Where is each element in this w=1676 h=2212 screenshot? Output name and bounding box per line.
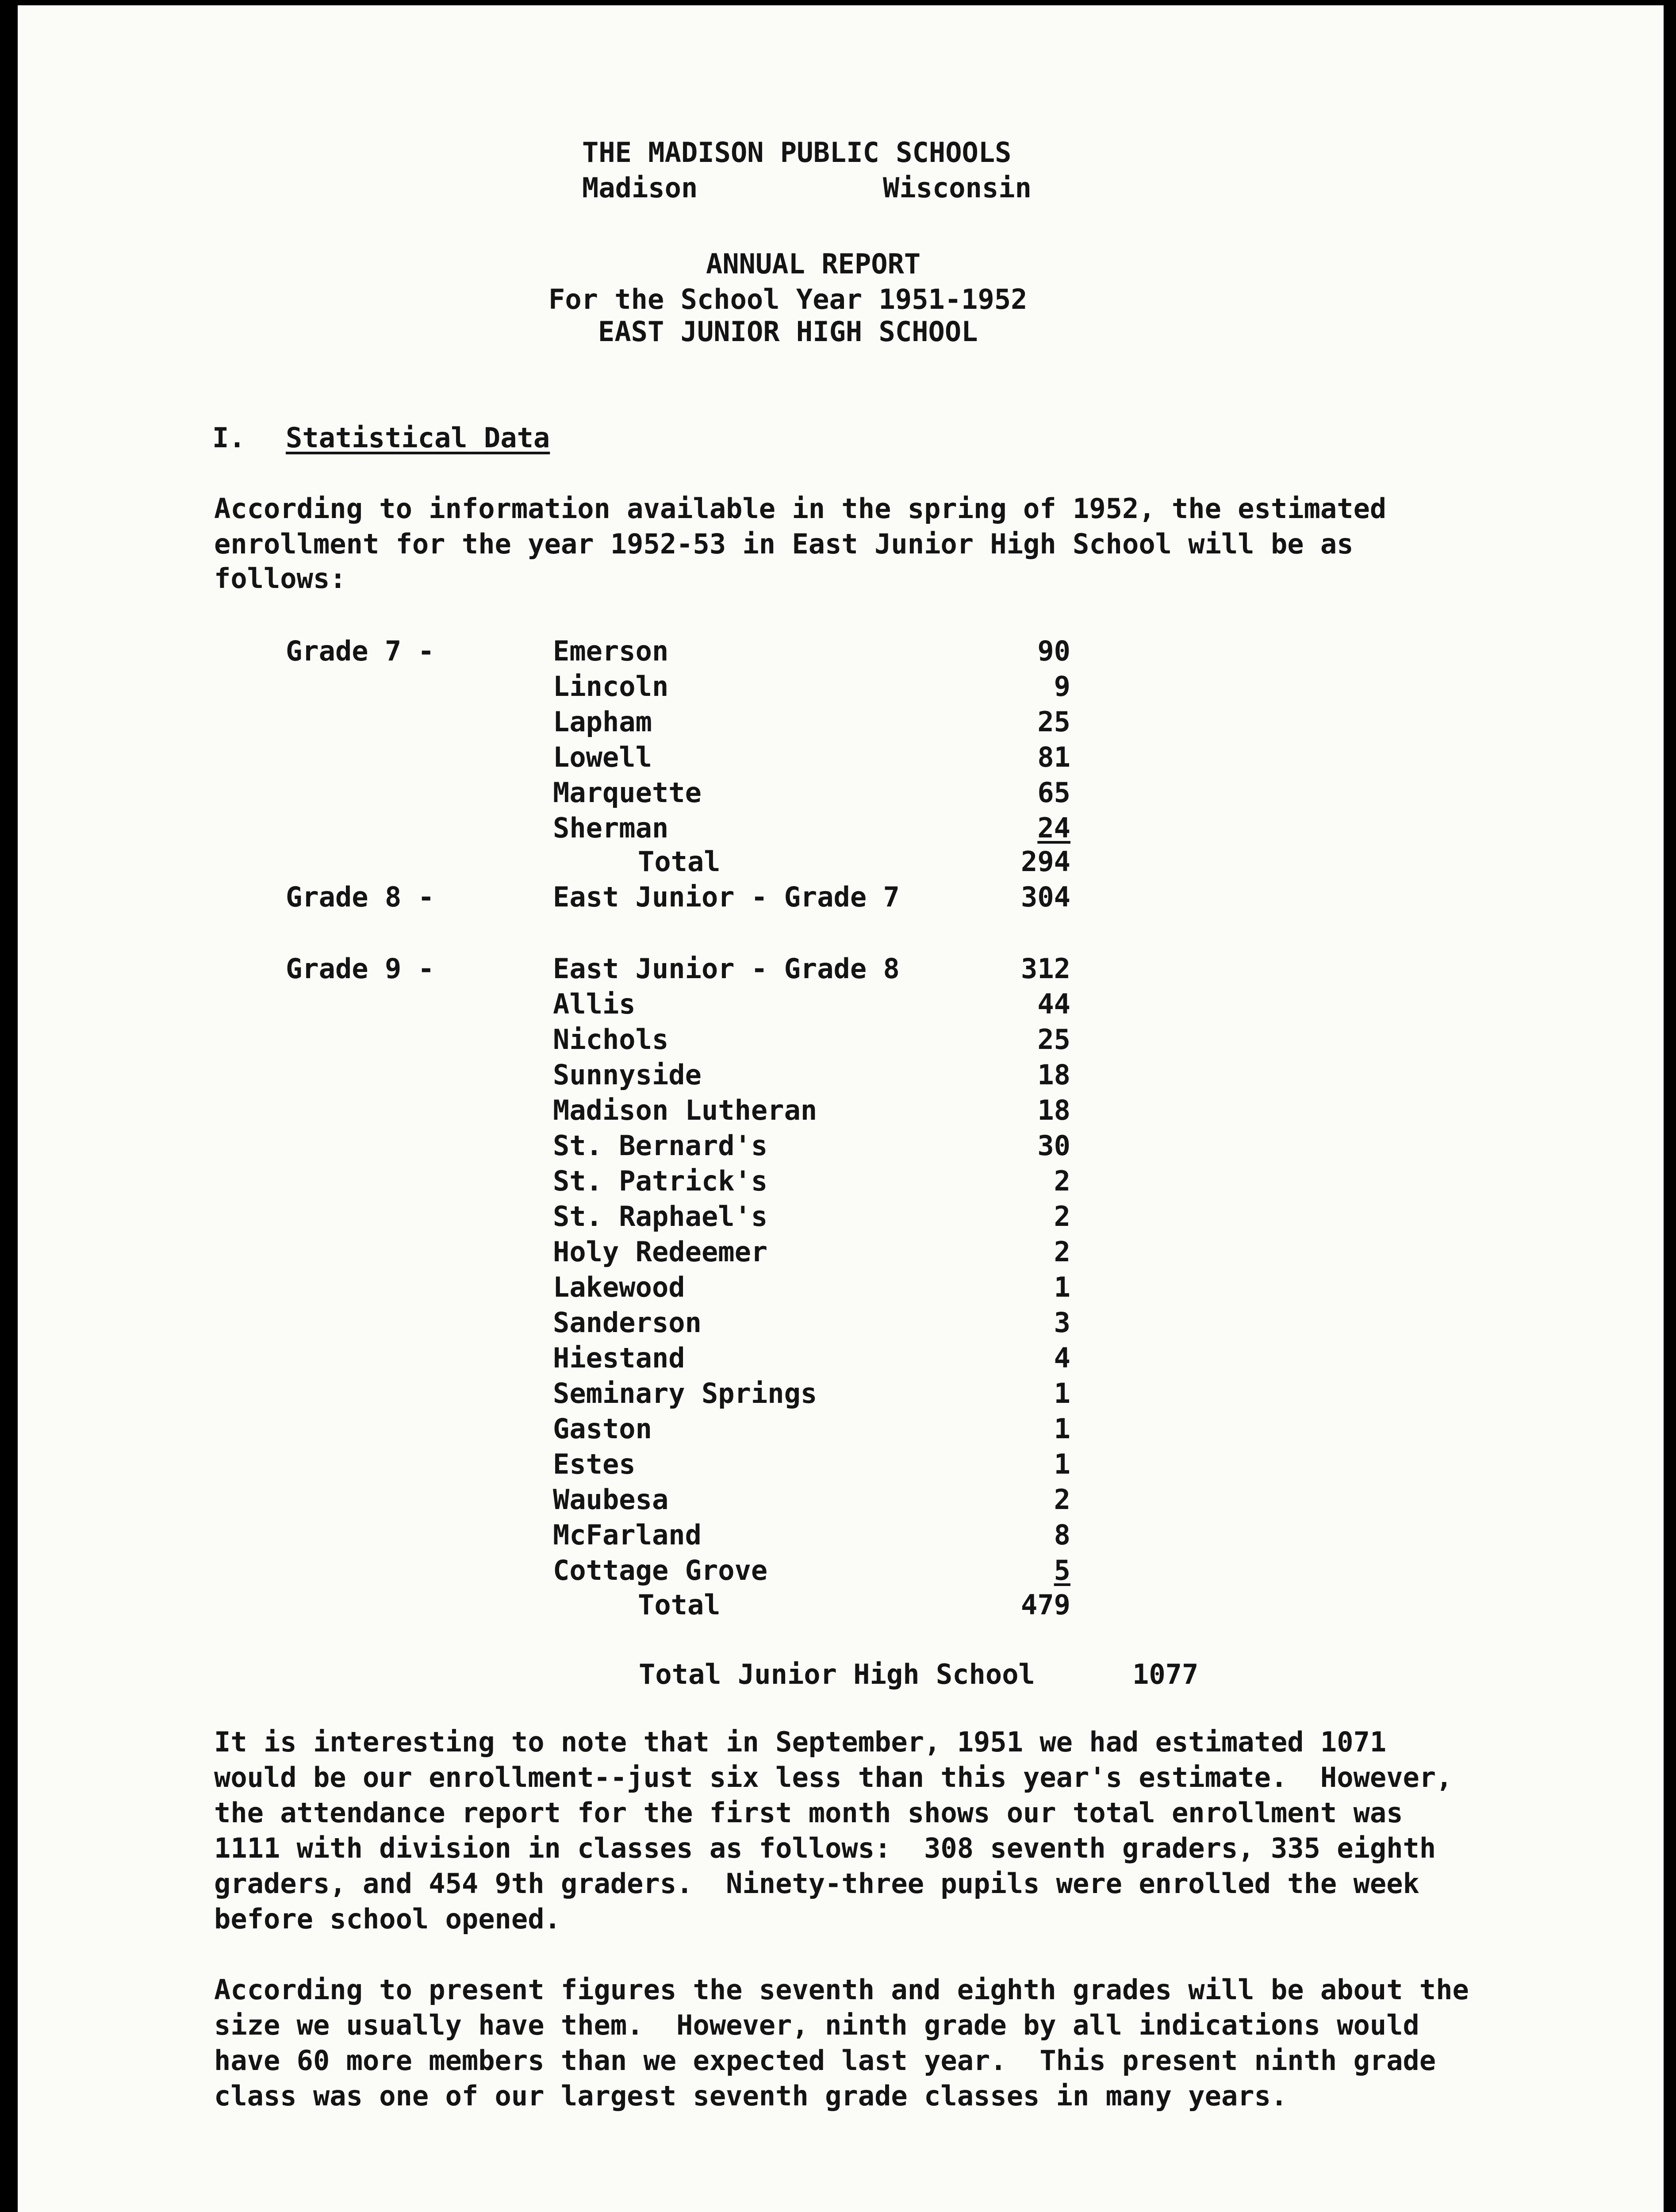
grand-total-label: Total Junior High School <box>639 1658 1035 1690</box>
grade-9-school: Lakewood <box>553 1271 685 1303</box>
grade-9-count: 4 <box>1054 1342 1070 1374</box>
grade-9-school: Nichols <box>553 1023 669 1056</box>
grade-9-count: 44 <box>1037 988 1070 1020</box>
grade-9-count: 2 <box>1054 1200 1070 1233</box>
grade-9-count: 3 <box>1054 1306 1070 1339</box>
city: Madison <box>582 172 698 204</box>
grade-9-school: Gaston <box>553 1413 652 1445</box>
grade-9-school: Allis <box>553 988 636 1020</box>
grade-7-total-label: Total <box>638 845 721 878</box>
grade-9-school: St. Bernard's <box>553 1129 768 1162</box>
grade-9-school: Hiestand <box>553 1342 685 1374</box>
grade-9-school: St. Patrick's <box>553 1165 768 1197</box>
grade-7-count: 9 <box>1054 670 1070 703</box>
grade-9-school: McFarland <box>553 1519 702 1551</box>
para1-line-1: It is interesting to note that in September, 1951 we had estimated 1071 <box>214 1726 1387 1758</box>
grade-7-school: Sherman <box>553 812 669 844</box>
para1-line-6: before school opened. <box>214 1903 561 1935</box>
section-number: I. <box>212 422 245 454</box>
grade-7-count: 25 <box>1037 706 1070 738</box>
scan-border-left <box>0 0 18 2212</box>
grade-9-school: St. Raphael's <box>553 1200 768 1233</box>
grade-7-label: Grade 7 - <box>286 635 434 667</box>
grade-9-count: 2 <box>1054 1483 1070 1516</box>
grade-9-total-label: Total <box>638 1589 721 1621</box>
grade-9-count: 312 <box>1021 952 1070 985</box>
org-name: THE MADISON PUBLIC SCHOOLS <box>582 136 1012 169</box>
grade-9-count: 8 <box>1054 1519 1070 1551</box>
grade-7-count: 65 <box>1037 776 1070 809</box>
state: Wisconsin <box>883 172 1032 204</box>
section-title: Statistical Data <box>286 422 550 454</box>
grade-9-count: 1 <box>1054 1448 1070 1480</box>
grade-9-school: Seminary Springs <box>553 1377 817 1409</box>
grade-8-school: East Junior - Grade 7 <box>553 881 900 913</box>
grade-9-label: Grade 9 - <box>286 952 434 985</box>
grade-9-school: Holy Redeemer <box>553 1236 768 1268</box>
para2-line-4: class was one of our largest seventh grade classes in many years. <box>214 2080 1288 2112</box>
grade-7-count: 81 <box>1037 741 1070 773</box>
para2-line-2: size we usually have them. However, ninth grade by all indications would <box>214 2009 1419 2041</box>
grade-7-total: 294 <box>1021 845 1070 878</box>
grade-9-school: Cottage Grove <box>553 1554 768 1586</box>
para1-line-4: 1111 with division in classes as follows: 308 seventh graders, 335 eighth <box>214 1832 1436 1864</box>
grade-7-school: Marquette <box>553 776 702 809</box>
grade-9-count: 5 <box>1054 1554 1070 1586</box>
grade-9-total: 479 <box>1021 1589 1070 1621</box>
grade-8-count: 304 <box>1021 881 1070 913</box>
grade-9-count: 2 <box>1054 1165 1070 1197</box>
grade-9-count: 18 <box>1037 1059 1070 1091</box>
grade-9-count: 30 <box>1037 1129 1070 1162</box>
para2-line-3: have 60 more members than we expected last year. This present ninth grade <box>214 2044 1436 2077</box>
grade-9-school: Sanderson <box>553 1306 702 1339</box>
grade-7-school: Emerson <box>553 635 669 667</box>
grand-total-value: 1077 <box>1132 1658 1199 1690</box>
grade-9-school: Madison Lutheran <box>553 1094 817 1126</box>
grade-9-count: 1 <box>1054 1377 1070 1409</box>
grade-7-count: 24 <box>1037 812 1070 844</box>
para1-line-5: graders, and 454 9th graders. Ninety-three pupils were enrolled the week <box>214 1867 1419 1900</box>
grade-9-count: 1 <box>1054 1413 1070 1445</box>
report-title: ANNUAL REPORT <box>706 248 921 280</box>
para2-line-1: According to present figures the seventh and eighth grades will be about the <box>214 1974 1469 2006</box>
intro-line-2: enrollment for the year 1952-53 in East Junior High School will be as <box>214 528 1354 560</box>
grade-9-count: 25 <box>1037 1023 1070 1056</box>
scan-border-top <box>0 0 1676 5</box>
grade-7-school: Lincoln <box>553 670 669 703</box>
grade-9-count: 2 <box>1054 1236 1070 1268</box>
school-name: EAST JUNIOR HIGH SCHOOL <box>598 315 978 348</box>
grade-7-count: 90 <box>1037 635 1070 667</box>
grade-9-school: Estes <box>553 1448 636 1480</box>
para1-line-2: would be our enrollment--just six less than this year's estimate. However, <box>214 1761 1453 1793</box>
grade-8-label: Grade 8 - <box>286 881 434 913</box>
scan-border-right <box>1664 0 1676 2212</box>
grade-9-school: Waubesa <box>553 1483 669 1516</box>
grade-9-count: 18 <box>1037 1094 1070 1126</box>
grade-7-school: Lapham <box>553 706 652 738</box>
grade-7-school: Lowell <box>553 741 652 773</box>
intro-line-1: According to information available in the spring of 1952, the estimated <box>214 492 1387 525</box>
grade-9-school: East Junior - Grade 8 <box>553 952 900 985</box>
school-year: For the School Year 1951-1952 <box>548 283 1028 315</box>
para1-line-3: the attendance report for the first month shows our total enrollment was <box>214 1797 1403 1829</box>
grade-9-count: 1 <box>1054 1271 1070 1303</box>
intro-line-3: follows: <box>214 562 346 595</box>
grade-9-school: Sunnyside <box>553 1059 702 1091</box>
